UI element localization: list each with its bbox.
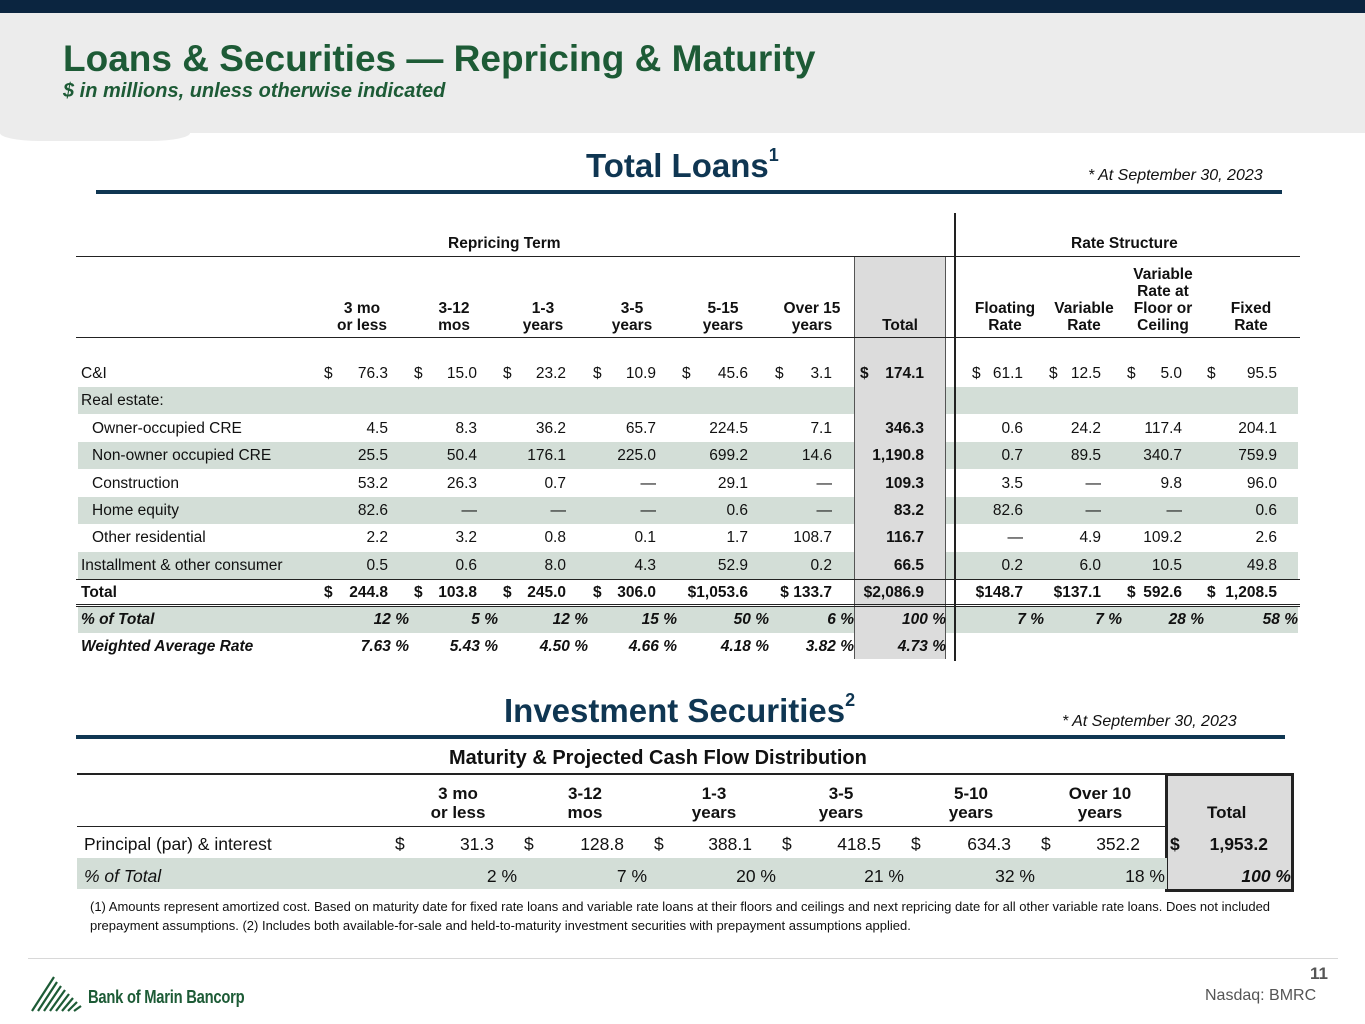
cell-value: 32 % — [995, 866, 1035, 886]
cell-value: 418.5 — [837, 834, 881, 854]
row-label: Total — [81, 584, 117, 601]
dollar-sign: $ — [593, 584, 602, 601]
cell-c1: 2.2 — [366, 529, 388, 546]
cell-total: 100 % — [1241, 866, 1291, 886]
dollar-sign: $ — [1207, 365, 1216, 382]
column-header-line: 1-3 — [701, 784, 727, 803]
header-rule — [76, 256, 1300, 257]
cell-value: 20 % — [736, 866, 776, 886]
cell-r4: 1,208.5 — [1225, 584, 1277, 601]
cell-r1: 0.6 — [1001, 420, 1023, 437]
cell-c5: 0.6 — [726, 502, 748, 519]
column-header-line: Rate — [1067, 317, 1101, 334]
column-header-line: or less — [430, 803, 486, 822]
cell-r2: 24.2 — [1070, 420, 1101, 437]
row-label: Construction — [92, 475, 180, 492]
row-label: Home equity — [92, 502, 180, 519]
cell-c2: — — [461, 502, 477, 519]
cell-c5: 45.6 — [717, 365, 748, 382]
cell-c6: 3.1 — [810, 365, 832, 382]
footer-divider — [28, 958, 1338, 959]
top-bar — [0, 0, 1365, 13]
cell-c6: — — [816, 475, 832, 492]
column-header-line: Total — [882, 317, 918, 334]
column-header-line: 3-12 — [567, 784, 603, 803]
repricing-rate-divider — [954, 213, 956, 661]
cell-c6: 0.2 — [810, 557, 832, 574]
column-header-r4 — [1196, 300, 1306, 334]
row-label: Installment & other consumer — [81, 557, 283, 574]
cell-r4: 49.8 — [1246, 557, 1277, 574]
cell-total: 116.7 — [886, 529, 924, 546]
cell-c5: 52.9 — [717, 557, 748, 574]
cell-c6: 7.1 — [810, 420, 832, 437]
cell-c3: 23.2 — [535, 365, 566, 382]
cell-value: 2 % — [486, 866, 517, 886]
cell-value: 128.8 — [580, 834, 624, 854]
cell-r1: 7 % — [1017, 611, 1044, 628]
cell-r3: 117.4 — [1144, 420, 1182, 437]
cell-c3: 4.50 % — [539, 638, 588, 655]
footnote: (1) Amounts represent amortized cost. Based on maturity date for fixed rate loans and variable rate loans at their floors and ceilings and next repricing date for all other variable rate loans. Does not included prepayment assumptions. (2) Includes both available-for-sale and held-to-maturity investment securities with prepayment assumptions applied. — [90, 899, 1271, 933]
page-title: Loans & Securities — Repricing & Maturity — [63, 38, 816, 79]
cell-value: 7 % — [616, 866, 647, 886]
cell-r1: 0.2 — [1001, 557, 1023, 574]
cell-total: 83.2 — [893, 502, 924, 519]
securities-total-header: Total — [1207, 803, 1247, 822]
column-header-line: Variable — [1054, 300, 1114, 317]
column-header-line: years — [702, 317, 744, 334]
cell-r2: 12.5 — [1070, 365, 1101, 382]
cell-c2: 26.3 — [446, 475, 477, 492]
cell-c6: — — [816, 502, 832, 519]
column-header-total — [845, 317, 955, 334]
cell-total: 100 % — [902, 611, 946, 628]
cell-c3: 8.0 — [544, 557, 566, 574]
cell-c3: — — [550, 502, 566, 519]
column-header-line: Fixed — [1230, 300, 1272, 317]
cell-c2: 5 % — [471, 611, 498, 628]
column-header-line: years — [948, 803, 994, 822]
row-label: Weighted Average Rate — [81, 638, 254, 655]
cell-r1: 0.7 — [1001, 447, 1023, 464]
cell-c4: 0.1 — [634, 529, 656, 546]
cell-c4: 65.7 — [625, 420, 656, 437]
cell-r3: 340.7 — [1143, 447, 1182, 464]
cell-value: 21 % — [864, 866, 904, 886]
securities-table-title: Maturity & Projected Cash Flow Distribution — [449, 747, 867, 769]
cell-r3: 9.8 — [1160, 475, 1182, 492]
total-top-rule — [76, 579, 1300, 580]
dollar-sign: $ — [395, 834, 405, 854]
cell-r4: 95.5 — [1246, 365, 1277, 382]
securities-rule — [76, 735, 1285, 739]
securities-table — [77, 744, 1295, 894]
cell-c4: 225.0 — [617, 447, 656, 464]
cell-total: $2,086.9 — [863, 584, 924, 601]
column-header-line: Over 10 — [1068, 784, 1132, 803]
column-header-line: years — [522, 317, 564, 334]
row-label: Other residential — [92, 529, 206, 546]
cell-value: 388.1 — [708, 834, 752, 854]
column-header-line: Floor or — [1133, 300, 1193, 317]
column-header-line: mos — [567, 803, 603, 822]
dollar-sign: $ — [782, 834, 792, 854]
column-header-line: Rate at — [1137, 283, 1189, 300]
row-label: C&I — [81, 365, 107, 382]
dollar-sign: $ — [324, 365, 333, 382]
column-header-line: years — [791, 317, 833, 334]
dollar-sign: $ — [1170, 834, 1180, 854]
row-band — [78, 497, 1298, 524]
loans-table — [76, 213, 1300, 661]
page-number: 11 — [1310, 964, 1328, 983]
cell-c4: 10.9 — [625, 365, 656, 382]
cell-r1: 61.1 — [992, 365, 1023, 382]
cell-c1: 53.2 — [357, 475, 388, 492]
dollar-sign: $ — [860, 365, 869, 382]
total-double-rule — [76, 604, 1300, 607]
securities-column-header — [781, 784, 901, 822]
cell-r1: 3.5 — [1001, 475, 1023, 492]
cell-total: 109.3 — [885, 475, 924, 492]
loans-title: Total Loans$^1$ — [586, 145, 779, 184]
cell-value: 31.3 — [459, 834, 494, 854]
securities-column-header — [1040, 784, 1160, 822]
cell-value: 634.3 — [967, 834, 1011, 854]
column-header-line: Floating — [974, 300, 1036, 317]
cell-r3: 109.2 — [1143, 529, 1182, 546]
cell-total: 4.73 % — [897, 638, 946, 655]
cell-r2: 7 % — [1095, 611, 1122, 628]
cell-r3: 28 % — [1168, 611, 1204, 628]
dollar-sign: $ — [1127, 584, 1136, 601]
dollar-sign: $ — [911, 834, 921, 854]
cell-c2: 50.4 — [446, 447, 477, 464]
dollar-sign: $ — [1041, 834, 1051, 854]
cell-c5: 50 % — [733, 611, 769, 628]
cell-c5: 1.7 — [726, 529, 748, 546]
column-header-line: Over 15 — [783, 300, 841, 317]
cell-r4: 58 % — [1262, 611, 1298, 628]
cell-c2: 5.43 % — [449, 638, 498, 655]
cell-r3: 592.6 — [1143, 584, 1182, 601]
column-header-line: 5-15 — [707, 300, 739, 317]
cell-value: 18 % — [1125, 866, 1165, 886]
cell-r1: 82.6 — [992, 502, 1023, 519]
cell-c3: 0.7 — [544, 475, 566, 492]
cell-r1: $148.7 — [975, 584, 1023, 601]
row-label: % of Total — [81, 611, 155, 628]
column-header-line: Ceiling — [1137, 317, 1189, 334]
cell-r2: $137.1 — [1053, 584, 1101, 601]
row-label: Owner-occupied CRE — [92, 420, 242, 437]
cell-c5: 699.2 — [709, 447, 748, 464]
cell-total: 174.1 — [885, 365, 924, 382]
column-header-line: mos — [438, 317, 470, 334]
cell-r4: 0.6 — [1255, 502, 1277, 519]
securities-column-header — [911, 784, 1031, 822]
column-header-line: 1-3 — [531, 300, 555, 317]
cell-c5: 4.18 % — [720, 638, 769, 655]
securities-header-rule — [77, 826, 1167, 827]
cell-r3: 10.5 — [1151, 557, 1182, 574]
dollar-sign: $ — [593, 365, 602, 382]
dollar-sign: $ — [414, 365, 423, 382]
dollar-sign: $ — [1127, 365, 1136, 382]
cell-r2: 6.0 — [1079, 557, 1101, 574]
column-header-line: 3 mo — [438, 784, 478, 803]
dollar-sign: $ — [524, 834, 534, 854]
cell-c3: 245.0 — [527, 584, 566, 601]
colhead-rule — [76, 337, 1300, 338]
cell-c1: 82.6 — [357, 502, 388, 519]
cell-total: 66.5 — [893, 557, 924, 574]
cell-c1: 25.5 — [357, 447, 388, 464]
ticker: Nasdaq: BMRC — [1205, 987, 1317, 1004]
dollar-sign: $ — [775, 365, 784, 382]
cell-r3: — — [1166, 502, 1182, 519]
cell-c2: 15.0 — [446, 365, 477, 382]
dollar-sign: $ — [654, 834, 664, 854]
cell-value: 352.2 — [1096, 834, 1140, 854]
securities-title: Investment Securities$^2$ — [504, 690, 856, 729]
securities-as-of: * At September 30, 2023 — [1062, 713, 1237, 730]
securities-column-header — [654, 784, 774, 822]
dollar-sign: $ — [1049, 365, 1058, 382]
row-band — [78, 387, 1298, 414]
bank-logo-icon — [30, 973, 88, 1018]
repricing-term-header: Repricing Term — [448, 235, 561, 252]
cell-r2: — — [1085, 475, 1101, 492]
dollar-sign: $ — [682, 365, 691, 382]
cell-r4: 759.9 — [1238, 447, 1277, 464]
column-header-line: years — [818, 803, 864, 822]
column-header-line: 5-10 — [953, 784, 989, 803]
cell-c2: 3.2 — [455, 529, 477, 546]
column-header-line: 3-5 — [620, 300, 644, 317]
cell-c6: 108.7 — [793, 529, 832, 546]
cell-c6: 6 % — [827, 611, 854, 628]
cell-r4: 2.6 — [1255, 529, 1277, 546]
column-header-line: 3 mo — [343, 300, 381, 317]
cell-c1: 7.63 % — [360, 638, 409, 655]
cell-c1: 0.5 — [366, 557, 388, 574]
cell-c5: 29.1 — [717, 475, 748, 492]
cell-c2: 8.3 — [455, 420, 477, 437]
cell-c4: 4.3 — [634, 557, 656, 574]
cell-r2: 4.9 — [1079, 529, 1101, 546]
securities-column-header — [525, 784, 645, 822]
cell-c3: 36.2 — [535, 420, 566, 437]
column-header-line: Rate — [988, 317, 1022, 334]
dollar-sign: $ — [414, 584, 423, 601]
header-notch — [0, 133, 190, 141]
dollar-sign: $ — [972, 365, 981, 382]
row-label: Principal (par) & interest — [84, 834, 272, 854]
cell-r2: 89.5 — [1070, 447, 1101, 464]
cell-c1: 4.5 — [366, 420, 388, 437]
cell-r4: 96.0 — [1246, 475, 1277, 492]
column-header-line: 3-5 — [828, 784, 854, 803]
cell-c4: — — [640, 475, 656, 492]
cell-c6: $ 133.7 — [780, 584, 832, 601]
column-header-line: 3-12 — [438, 300, 470, 317]
cell-c1: 244.8 — [349, 584, 388, 601]
column-header-line: years — [611, 317, 653, 334]
cell-c2: 103.8 — [438, 584, 477, 601]
cell-c2: 0.6 — [455, 557, 477, 574]
cell-c4: — — [640, 502, 656, 519]
dollar-sign: $ — [1207, 584, 1216, 601]
bank-logo-text: Bank of Marin Bancorp — [88, 987, 245, 1007]
dollar-sign: $ — [503, 365, 512, 382]
cell-c3: 0.8 — [544, 529, 566, 546]
row-label: Non-owner occupied CRE — [92, 447, 272, 464]
securities-title-rule — [77, 773, 1167, 775]
securities-column-header — [398, 784, 518, 822]
cell-c5: 224.5 — [709, 420, 748, 437]
column-header-line: years — [691, 803, 737, 822]
column-header-line: Rate — [1234, 317, 1268, 334]
cell-total: 1,953.2 — [1209, 834, 1268, 854]
cell-c3: 176.1 — [527, 447, 566, 464]
cell-c1: 12 % — [373, 611, 409, 628]
cell-c3: 12 % — [552, 611, 588, 628]
cell-r1: — — [1007, 529, 1023, 546]
column-header-line: years — [1077, 803, 1123, 822]
cell-total: 346.3 — [885, 420, 924, 437]
cell-r2: — — [1085, 502, 1101, 519]
page-subtitle: $ in millions, unless otherwise indicated — [63, 80, 446, 102]
column-header-line: or less — [337, 317, 387, 334]
rate-structure-header: Rate Structure — [1071, 235, 1178, 252]
row-label: % of Total — [84, 866, 162, 886]
dollar-sign: $ — [503, 584, 512, 601]
cell-total: 1,190.8 — [872, 447, 924, 464]
cell-c6: 14.6 — [801, 447, 832, 464]
cell-r3: 5.0 — [1160, 365, 1182, 382]
cell-c4: 306.0 — [617, 584, 656, 601]
row-label: Real estate: — [81, 392, 164, 409]
cell-c5: $1,053.6 — [687, 584, 748, 601]
loans-rule — [96, 190, 1282, 194]
cell-c1: 76.3 — [357, 365, 388, 382]
cell-r4: 204.1 — [1238, 420, 1277, 437]
loans-as-of: * At September 30, 2023 — [1088, 167, 1263, 184]
cell-c4: 15 % — [641, 611, 677, 628]
cell-c4: 4.66 % — [628, 638, 677, 655]
dollar-sign: $ — [324, 584, 333, 601]
column-header-line: Variable — [1133, 266, 1193, 283]
cell-c6: 3.82 % — [805, 638, 854, 655]
